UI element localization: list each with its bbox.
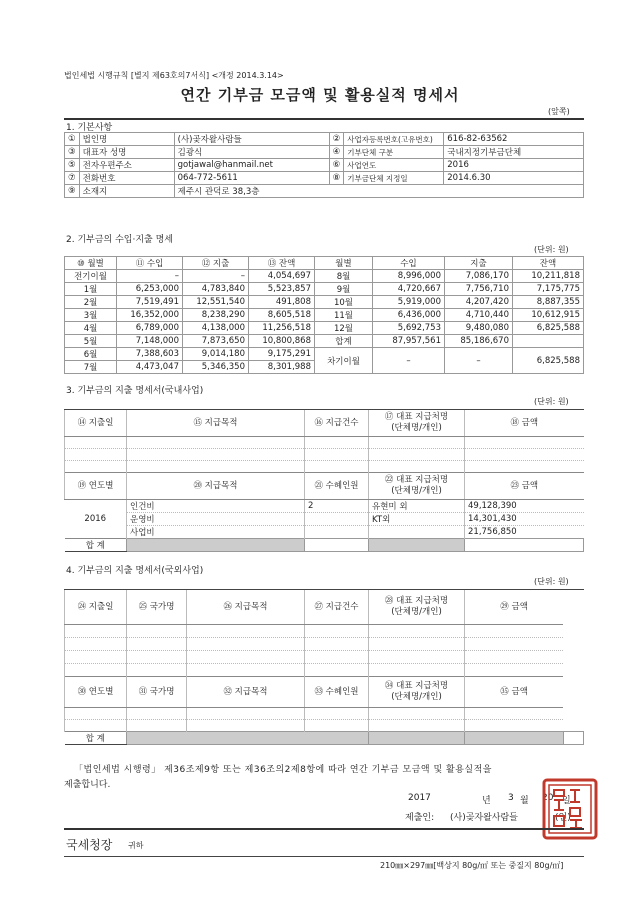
blank-cell [369, 664, 465, 677]
total-label: 합 계 [65, 539, 127, 552]
date-year: 2017 [408, 793, 431, 803]
blank-cell [305, 461, 369, 473]
table-row [65, 296, 584, 309]
form-reference: 법인세법 시행규칙 [별지 제63호의7서식] <개정 2014.3.14> [64, 71, 284, 80]
amount-cell: 7,519,491 [117, 296, 183, 309]
header-line: ⑮ 지급목적 [193, 417, 238, 428]
blank-cell [65, 720, 127, 732]
section2-unit: (단위: 원) [534, 245, 569, 254]
amount-cell: 6,825,588 [513, 348, 584, 374]
column-header [65, 410, 127, 437]
blank-cell [65, 437, 127, 449]
amount-cell: 5,692,753 [373, 322, 445, 335]
month-label: 6월 [65, 348, 117, 361]
amount-cell: 8,605,518 [249, 309, 315, 322]
seal-mark: (인) [555, 813, 571, 823]
income-expense-table [64, 256, 584, 374]
amount-cell [513, 335, 584, 348]
blank-row [65, 651, 584, 664]
header-line: ㉑ 수혜인원 [314, 480, 359, 491]
basic-info-row [65, 133, 584, 146]
paper-spec: 210㎜×297㎜[백상지 80g/㎡ 또는 중질지 80g/㎡] [380, 861, 564, 870]
header-line: ⑰ 대표 지급처명 [384, 412, 449, 422]
blank-cell [369, 625, 465, 638]
field-value: 2014.6.30 [444, 172, 584, 185]
shaded-cell [369, 732, 465, 745]
amount-cell: 4,710,440 [445, 309, 513, 322]
month-label: 12월 [315, 322, 373, 335]
table-row [65, 270, 584, 283]
blank-cell [65, 449, 127, 461]
blank-cell [369, 651, 465, 664]
amount-cell: – [373, 348, 445, 374]
field-number: ⑤ [65, 159, 80, 172]
header-line: (단체명/개인) [391, 486, 442, 496]
field-label: 사업연도 [344, 159, 444, 172]
table-row [65, 348, 584, 361]
column-header: 수입 [373, 257, 445, 270]
blank-cell [305, 539, 369, 552]
blank-cell [305, 664, 369, 677]
month-label: 8월 [315, 270, 373, 283]
count-cell [305, 513, 369, 526]
blank-cell [127, 708, 187, 720]
blank-cell [369, 720, 465, 732]
table-header-row [65, 590, 584, 625]
column-header [305, 590, 369, 625]
blank-cell [369, 708, 465, 720]
amount-cell: 4,207,420 [445, 296, 513, 309]
blank-cell [65, 651, 127, 664]
blank-cell [465, 651, 564, 664]
blank-cell [127, 638, 187, 651]
payee-cell: 유현미 외 [369, 500, 465, 513]
amount-cell: 5,919,000 [373, 296, 445, 309]
basic-info-row [65, 185, 584, 198]
header-line: ㉔ 지출일 [77, 601, 114, 612]
header-line: ㉞ 대표 지급처명 [384, 681, 449, 691]
column-header: ⑪ 수입 [117, 257, 183, 270]
blank-cell [127, 449, 305, 461]
blank-row [65, 708, 584, 720]
table-header-row [65, 677, 584, 708]
column-header [127, 590, 187, 625]
field-label: 전자우편주소 [79, 159, 174, 172]
blank-cell [65, 664, 127, 677]
header-line: ⑭ 지출일 [77, 417, 114, 428]
shaded-cell [465, 732, 564, 745]
amount-cell: 8,887,355 [513, 296, 584, 309]
header-line: ㉟ 금액 [500, 686, 528, 697]
blank-cell [305, 638, 369, 651]
column-header [465, 677, 564, 708]
amount-cell: 10,800,868 [249, 335, 315, 348]
date-month: 3 [508, 793, 514, 803]
blank-cell [65, 708, 127, 720]
amount-cell: 6,253,000 [117, 283, 183, 296]
field-label: 소재지 [79, 185, 174, 198]
header-line: ㉙ 금액 [500, 601, 528, 612]
header-line: ㉛ 국가명 [138, 686, 175, 697]
amount-cell: 7,873,650 [183, 335, 249, 348]
header-line: (단체명/개인) [391, 692, 442, 702]
date-day: 20 [542, 793, 554, 803]
month-label: 5월 [65, 335, 117, 348]
basic-info-row [65, 146, 584, 159]
page-side: (앞쪽) [548, 107, 570, 116]
field-value: 064-772-5611 [174, 172, 329, 185]
column-header [465, 590, 564, 625]
header-line: ㉝ 수혜인원 [314, 686, 359, 697]
official-seal-image [542, 778, 598, 840]
blank-cell [127, 625, 187, 638]
table-row [65, 309, 584, 322]
column-header: ⑬ 잔액 [249, 257, 315, 270]
month-label: 7월 [65, 361, 117, 374]
table-row [65, 283, 584, 296]
amount-cell: 14,301,430 [465, 513, 584, 526]
date-month-unit: 월 [520, 796, 529, 806]
blank-cell [187, 664, 305, 677]
section2-title: 2. 기부금의 수입·지출 명세 [66, 235, 173, 245]
column-header [127, 410, 305, 437]
year-cell: 2016 [65, 500, 127, 539]
table-row [65, 322, 584, 335]
shaded-cell [127, 539, 305, 552]
month-label: 합계 [315, 335, 373, 348]
blank-row [65, 664, 584, 677]
submitter-name: (사)곶자왈사람들 [450, 813, 518, 823]
overseas-expense-table [64, 590, 584, 745]
field-label: 기부금단체 지정일 [344, 172, 444, 185]
month-label: 2월 [65, 296, 117, 309]
header-line: (단체명/개인) [391, 423, 442, 433]
amount-cell: 7,175,775 [513, 283, 584, 296]
page-title: 연간 기부금 모금액 및 활용실적 명세서 [180, 86, 460, 104]
field-label: 전화번호 [79, 172, 174, 185]
purpose-cell: 인건비 [127, 500, 305, 513]
field-label: 기부단체 구분 [344, 146, 444, 159]
table-header-row [65, 410, 584, 437]
payee-cell [369, 526, 465, 539]
column-header [127, 677, 187, 708]
section4-title: 4. 기부금의 지출 명세서(국외사업) [66, 566, 204, 576]
header-line: ⑲ 연도별 [77, 480, 114, 491]
blank-cell [127, 461, 305, 473]
amount-cell: 7,388,603 [117, 348, 183, 361]
month-label: 3월 [65, 309, 117, 322]
declaration-line2: 제출합니다. [64, 780, 111, 790]
column-header: ⑩ 월별 [65, 257, 117, 270]
amount-cell: 10,211,818 [513, 270, 584, 283]
column-header [305, 410, 369, 437]
header-line: (단체명/개인) [391, 607, 442, 617]
recipient-suffix: 귀하 [128, 841, 144, 850]
header-line: ⑱ 금액 [510, 417, 539, 428]
blank-cell [369, 638, 465, 651]
month-label: 1월 [65, 283, 117, 296]
blank-row [65, 449, 584, 461]
blank-cell [465, 625, 564, 638]
column-header [305, 473, 369, 500]
count-cell: 2 [305, 500, 369, 513]
blank-cell [465, 708, 564, 720]
table-row [65, 513, 584, 526]
column-header [127, 473, 305, 500]
amount-cell: – [117, 270, 183, 283]
purpose-cell: 사업비 [127, 526, 305, 539]
header-line: ㉕ 국가명 [138, 601, 175, 612]
blank-cell [369, 461, 465, 473]
month-label: 10월 [315, 296, 373, 309]
field-number: ⑨ [65, 185, 80, 198]
blank-cell [187, 638, 305, 651]
blank-cell [127, 720, 187, 732]
blank-cell [465, 437, 584, 449]
header-line: ㉜ 지급목적 [223, 686, 268, 697]
section3-title: 3. 기부금의 지출 명세서(국내사업) [66, 386, 204, 396]
blank-cell [369, 437, 465, 449]
amount-cell: 6,825,588 [513, 322, 584, 335]
blank-row [65, 720, 584, 732]
purpose-cell: 운영비 [127, 513, 305, 526]
field-label: 사업자등록번호(고유번호) [344, 133, 444, 146]
header-line: ㉘ 대표 지급처명 [384, 596, 449, 606]
header-line: ㉒ 대표 지급처명 [384, 475, 449, 485]
amount-cell: 9,175,291 [249, 348, 315, 361]
amount-cell: 9,014,180 [183, 348, 249, 361]
blank-cell [305, 437, 369, 449]
submitter-label: 제출인: [405, 813, 435, 823]
field-number: ④ [329, 146, 344, 159]
amount-cell: 7,756,710 [445, 283, 513, 296]
shaded-cell [127, 732, 369, 745]
field-value: 국내지정기부금단체 [444, 146, 584, 159]
amount-cell: 6,789,000 [117, 322, 183, 335]
section1-title: 1. 기본사항 [66, 123, 113, 133]
amount-cell: 10,612,915 [513, 309, 584, 322]
blank-cell [369, 449, 465, 461]
shaded-cell [369, 539, 465, 552]
blank-cell [305, 449, 369, 461]
amount-cell: 8,996,000 [373, 270, 445, 283]
amount-cell: 4,054,697 [249, 270, 315, 283]
column-header [369, 677, 465, 708]
section4-unit: (단위: 원) [534, 577, 569, 586]
blank-row [65, 638, 584, 651]
amount-cell: 21,756,850 [465, 526, 584, 539]
month-label: 전기이월 [65, 270, 117, 283]
amount-cell: 4,473,047 [117, 361, 183, 374]
basic-info-row [65, 159, 584, 172]
blank-cell [305, 708, 369, 720]
amount-cell: 5,346,350 [183, 361, 249, 374]
blank-cell [305, 720, 369, 732]
amount-cell: 9,480,080 [445, 322, 513, 335]
table-row [65, 335, 584, 348]
blank-cell [563, 732, 583, 745]
column-header [65, 590, 127, 625]
total-row [65, 539, 584, 552]
column-header: ⑫ 지출 [183, 257, 249, 270]
amount-cell: 8,238,290 [183, 309, 249, 322]
column-header [369, 473, 465, 500]
blank-cell [187, 708, 305, 720]
amount-cell: – [445, 348, 513, 374]
amount-cell: 6,436,000 [373, 309, 445, 322]
column-header: 지출 [445, 257, 513, 270]
column-header [187, 590, 305, 625]
amount-cell: 11,256,518 [249, 322, 315, 335]
header-line: ㉖ 지급목적 [223, 601, 268, 612]
blank-cell [465, 461, 584, 473]
column-header [369, 410, 465, 437]
column-header [369, 590, 465, 625]
column-header: 월별 [315, 257, 373, 270]
table-header-row [65, 473, 584, 500]
table-row [65, 500, 584, 513]
blank-cell [187, 720, 305, 732]
amount-cell: 491,808 [249, 296, 315, 309]
month-label: 4월 [65, 322, 117, 335]
field-value: 2016 [444, 159, 584, 172]
blank-row [65, 437, 584, 449]
field-value: 제주시 관덕로 38,3층 [174, 185, 583, 198]
header-line: ㉓ 금액 [510, 480, 539, 491]
amount-cell: – [183, 270, 249, 283]
blank-cell [465, 638, 564, 651]
blank-cell [465, 720, 564, 732]
amount-cell: 4,720,667 [373, 283, 445, 296]
blank-cell [305, 625, 369, 638]
blank-cell [465, 449, 584, 461]
blank-cell [465, 664, 564, 677]
basic-info-table [64, 132, 584, 198]
month-label: 11월 [315, 309, 373, 322]
blank-cell [305, 651, 369, 664]
amount-cell: 87,957,561 [373, 335, 445, 348]
section3-unit: (단위: 원) [534, 397, 569, 406]
field-value: 김광식 [174, 146, 329, 159]
column-header [65, 473, 127, 500]
field-number: ⑦ [65, 172, 80, 185]
field-label: 대표자 성명 [79, 146, 174, 159]
table-row [65, 526, 584, 539]
header-line: ⑯ 지급건수 [314, 417, 359, 428]
blank-cell [465, 539, 584, 552]
field-number: ③ [65, 146, 80, 159]
field-value: (사)곶자왈사람들 [174, 133, 329, 146]
column-header [187, 677, 305, 708]
column-header [305, 677, 369, 708]
blank-row [65, 625, 584, 638]
amount-cell: 7,086,170 [445, 270, 513, 283]
field-value: gotjawal@hanmail.net [174, 159, 329, 172]
column-header [65, 677, 127, 708]
payee-cell: KT외 [369, 513, 465, 526]
basic-info-row [65, 172, 584, 185]
blank-row [65, 461, 584, 473]
amount-cell: 8,301,988 [249, 361, 315, 374]
blank-cell [187, 651, 305, 664]
blank-cell [65, 625, 127, 638]
amount-cell: 4,783,840 [183, 283, 249, 296]
column-header [465, 473, 584, 500]
header-line: ⑳ 지급목적 [193, 480, 238, 491]
blank-cell [127, 437, 305, 449]
amount-cell: 85,186,670 [445, 335, 513, 348]
amount-cell: 16,352,000 [117, 309, 183, 322]
header-line: ㉚ 연도별 [77, 686, 114, 697]
date-year-unit: 년 [482, 796, 491, 806]
field-number: ⑧ [329, 172, 344, 185]
header-line: ㉗ 지급건수 [314, 601, 359, 612]
declaration-line1: 「법인세법 시행령」 제36조제9항 또는 제36조의2제8항에 따라 연간 기부금 모금액 및 활용실적을 [74, 765, 492, 775]
field-number: ⑥ [329, 159, 344, 172]
blank-cell [187, 625, 305, 638]
blank-cell [127, 664, 187, 677]
field-number: ② [329, 133, 344, 146]
domestic-expense-table [64, 410, 584, 552]
amount-cell: 49,128,390 [465, 500, 584, 513]
column-header [465, 410, 584, 437]
total-row [65, 732, 584, 745]
amount-cell: 4,138,000 [183, 322, 249, 335]
recipient: 국세청장 [66, 838, 113, 852]
amount-cell: 12,551,540 [183, 296, 249, 309]
field-label: 법인명 [79, 133, 174, 146]
blank-cell [65, 638, 127, 651]
field-number: ① [65, 133, 80, 146]
field-value: 616-82-63562 [444, 133, 584, 146]
amount-cell: 7,148,000 [117, 335, 183, 348]
column-header: 잔액 [513, 257, 584, 270]
date-day-unit: 일 [562, 796, 571, 806]
month-label: 9월 [315, 283, 373, 296]
blank-cell [127, 651, 187, 664]
carry-forward-label: 차기이월 [315, 348, 373, 374]
blank-cell [65, 461, 127, 473]
total-label: 합 계 [65, 732, 127, 745]
count-cell [305, 526, 369, 539]
amount-cell: 5,523,857 [249, 283, 315, 296]
